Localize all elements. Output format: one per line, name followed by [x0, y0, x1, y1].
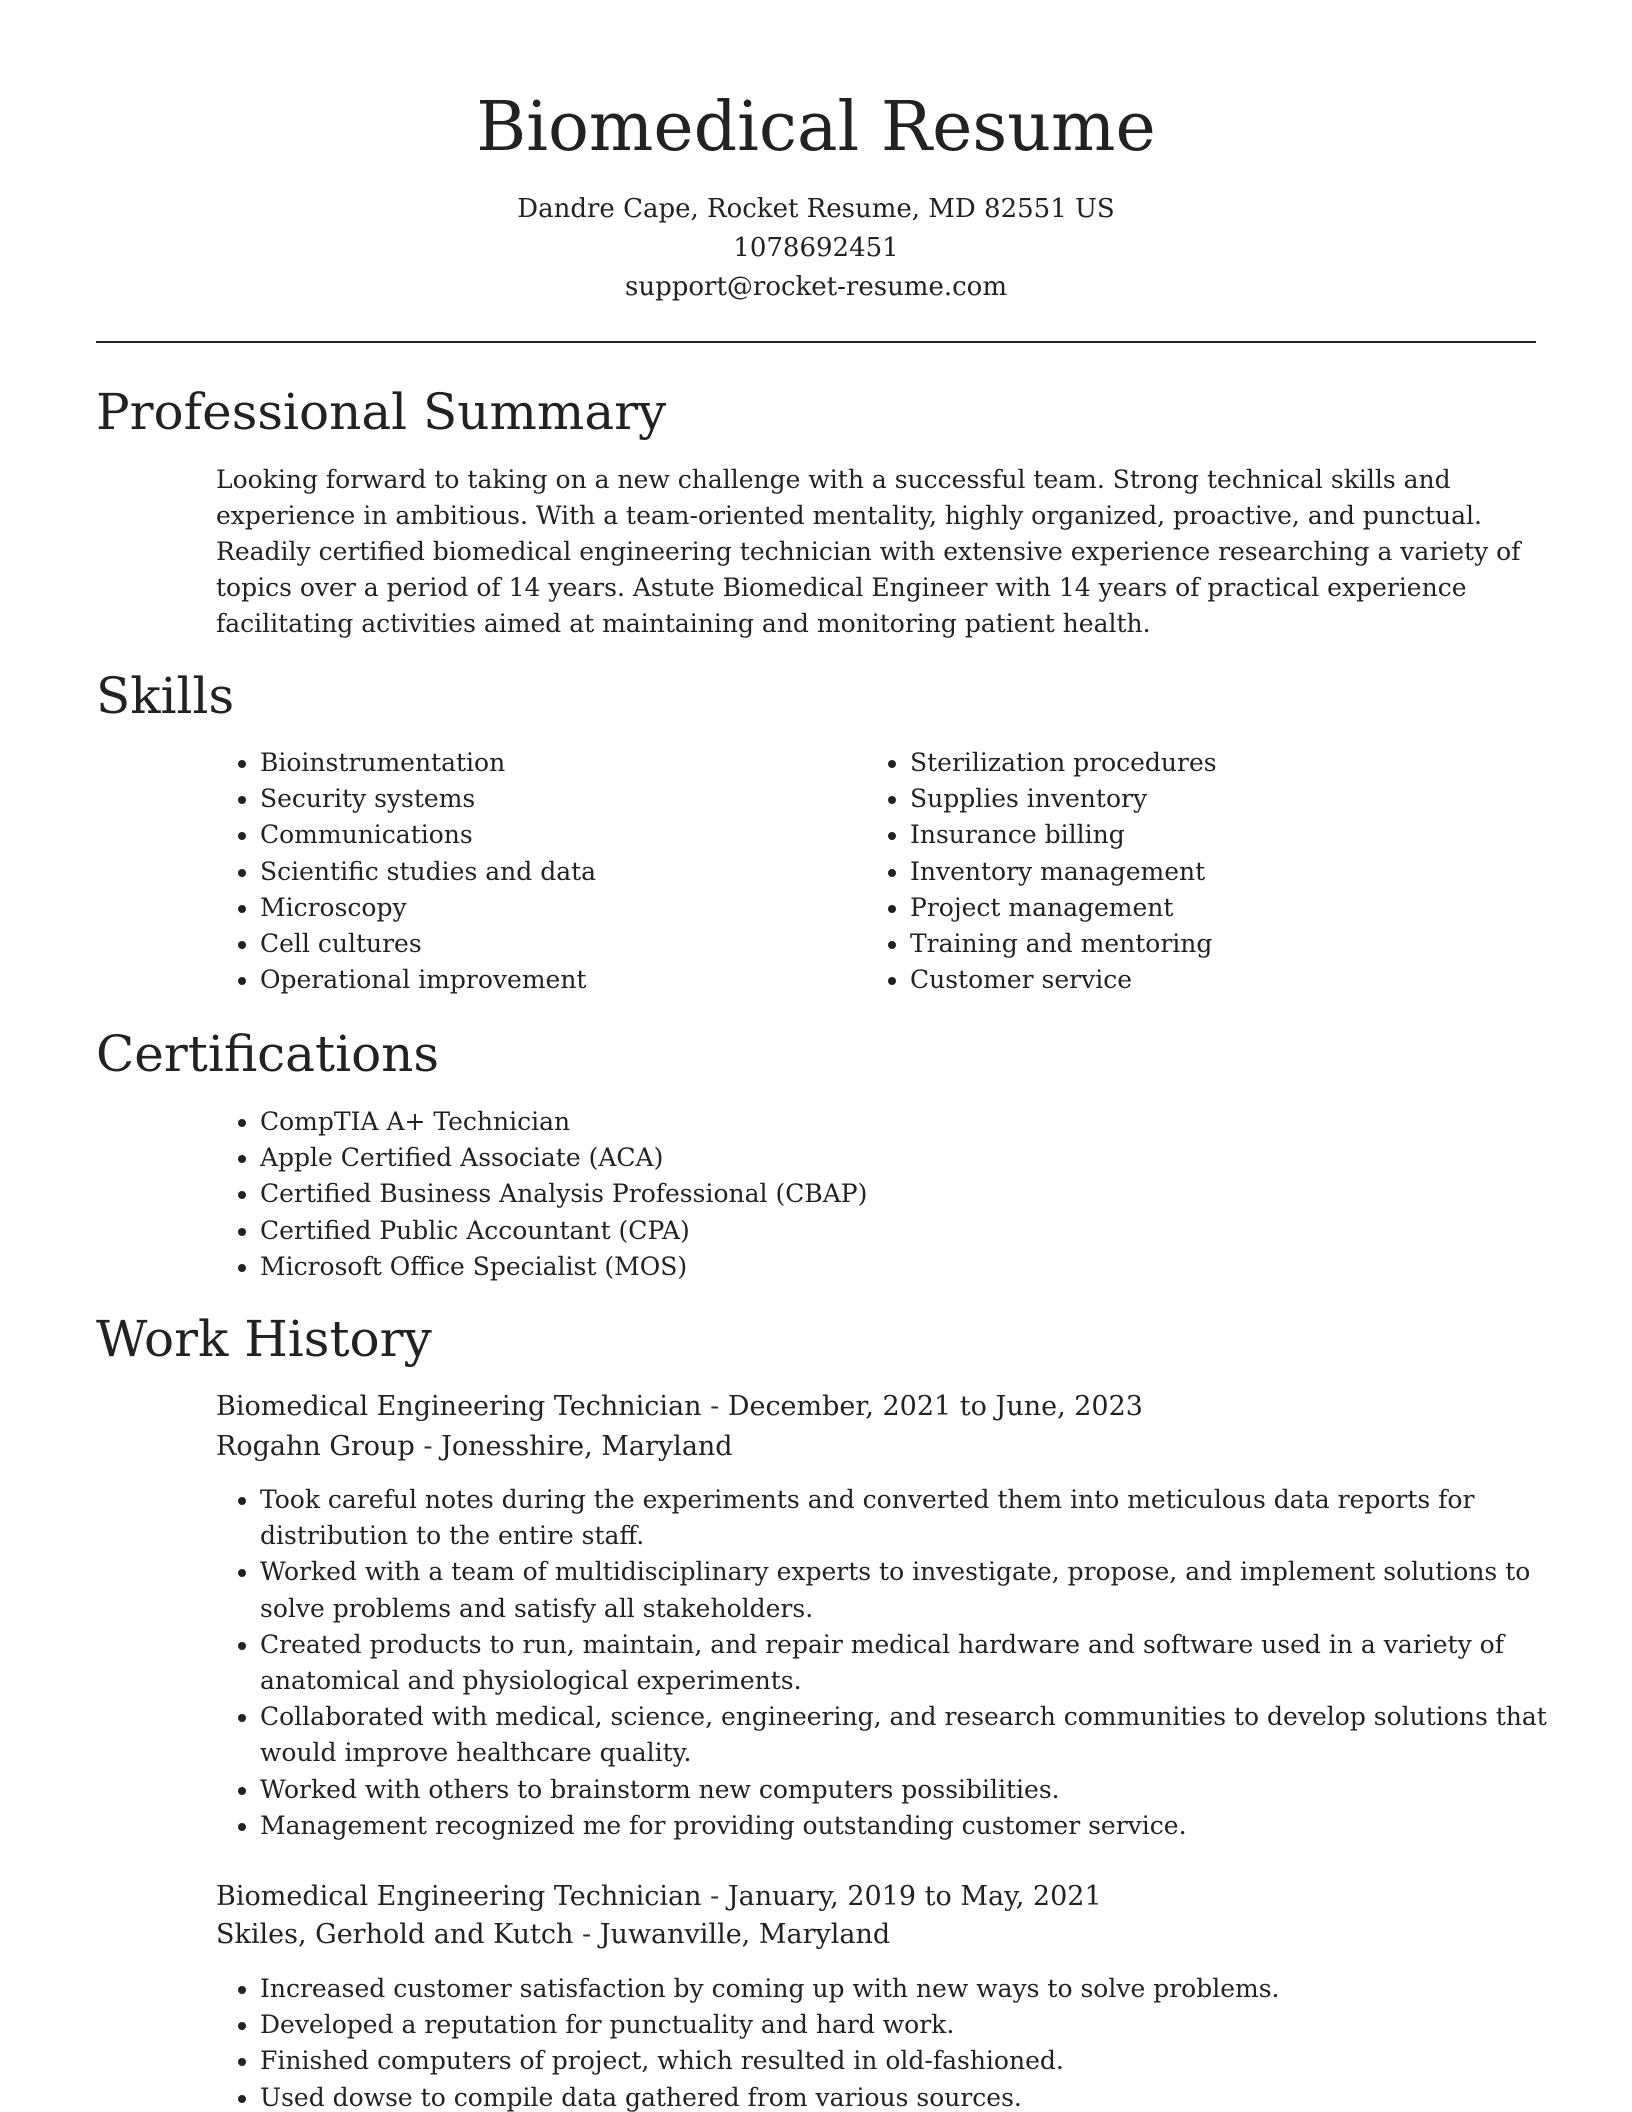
- certification-item: • Apple Certified Associate (ACA): [260, 1140, 1260, 1176]
- job-bullet: • Took careful notes during the experiments and converted them into meticulous data reports for distribution to the entire staff.: [260, 1482, 1585, 1554]
- job-bullet: • Collaborated with medical, science, engineering, and research communities to develop solutions that would improve healthcare quality.: [260, 1699, 1585, 1771]
- contact-email: support@rocket-resume.com: [624, 272, 1007, 302]
- contact-phone: 1078692451: [733, 233, 899, 263]
- skill-item: • Microscopy: [260, 890, 820, 926]
- certification-item: • Certified Public Accountant (CPA): [260, 1213, 1260, 1249]
- header-divider: [96, 341, 1536, 343]
- skill-item: • Project management: [910, 890, 1510, 926]
- skill-item: • Scientific studies and data: [260, 854, 820, 890]
- skill-item: • Communications: [260, 817, 820, 853]
- certifications-list: [216, 1104, 1260, 1285]
- skill-item: • Operational improvement: [260, 962, 820, 998]
- job-bullet: • Worked with others to brainstorm new computers possibilities.: [260, 1772, 1585, 1808]
- separator: -: [423, 1431, 433, 1462]
- certifications-heading: Certifications: [96, 1025, 440, 1083]
- skill-item: • Insurance billing: [910, 817, 1510, 853]
- job-bullet: • Management recognized me for providing outstanding customer service.: [260, 1808, 1585, 1844]
- job-dates: December, 2021 to June, 2023: [727, 1391, 1143, 1422]
- resume-header: [96, 80, 1536, 307]
- job-location: Jonesshire, Maryland: [441, 1431, 733, 1462]
- job-company-line: [216, 1427, 733, 1467]
- job-bullet: • Created products to run, maintain, and repair medical hardware and software used in a variety of anatomical and physiological experiments.: [260, 1627, 1585, 1699]
- job-title-line: [216, 1387, 1143, 1427]
- separator: -: [710, 1391, 720, 1422]
- job-company: Skiles, Gerhold and Kutch: [216, 1919, 574, 1950]
- separator: -: [710, 1881, 720, 1912]
- certification-item: • Certified Business Analysis Professional (CBAP): [260, 1176, 1260, 1212]
- job-bullet: • Worked with a team of multidisciplinary experts to investigate, propose, and implement solutions to solve problems and satisfy all stakeholders.: [260, 1554, 1585, 1626]
- job-title: Biomedical Engineering Technician: [216, 1881, 702, 1912]
- contact-address: Dandre Cape, Rocket Resume, MD 82551 US: [517, 194, 1115, 224]
- skills-list-right: [866, 745, 1510, 998]
- job-company-line: [216, 1915, 890, 1955]
- job-title-line: [216, 1877, 1102, 1917]
- skill-item: • Security systems: [260, 781, 820, 817]
- certification-item: • CompTIA A+ Technician: [260, 1104, 1260, 1140]
- certification-item: • Microsoft Office Specialist (MOS): [260, 1249, 1260, 1285]
- job-bullet: • Used dowse to compile data gathered from various sources.: [260, 2080, 1585, 2112]
- skill-item: • Sterilization procedures: [910, 745, 1510, 781]
- job-bullet-list: [216, 1482, 1585, 1844]
- work-history-heading: Work History: [96, 1310, 432, 1368]
- skill-item: • Cell cultures: [260, 926, 820, 962]
- job-bullet: • Developed a reputation for punctuality and hard work.: [260, 2007, 1585, 2043]
- summary-text: Looking forward to taking on a new challenge with a successful team. Strong technical skills and experience in ambitious. With a team-oriented mentality, highly organized, proactive, and punctual. Readily certified biomedical engineering technician with extensive experience researching a variety of topics over a period of 14 years. Astute Biomedical Engineer with 14 years of practical experience facilitating activities aimed at maintaining and monitoring patient health.: [216, 465, 1521, 638]
- skills-heading: Skills: [96, 667, 235, 725]
- skills-list-left: [216, 745, 820, 998]
- skill-item: • Inventory management: [910, 854, 1510, 890]
- document-title: Biomedical Resume: [476, 88, 1156, 167]
- job-title: Biomedical Engineering Technician: [216, 1391, 702, 1422]
- skill-item: • Customer service: [910, 962, 1510, 998]
- summary-heading: Professional Summary: [96, 383, 667, 441]
- skill-item: • Bioinstrumentation: [260, 745, 820, 781]
- job-company: Rogahn Group: [216, 1431, 415, 1462]
- separator: -: [582, 1919, 592, 1950]
- skill-item: • Supplies inventory: [910, 781, 1510, 817]
- job-dates: January, 2019 to May, 2021: [727, 1881, 1102, 1912]
- job-location: Juwanville, Maryland: [599, 1919, 891, 1950]
- job-bullet-list: [216, 1971, 1585, 2112]
- job-bullet: • Increased customer satisfaction by coming up with new ways to solve problems.: [260, 1971, 1585, 2007]
- skill-item: • Training and mentoring: [910, 926, 1510, 962]
- job-bullet: • Finished computers of project, which resulted in old-fashioned.: [260, 2043, 1585, 2079]
